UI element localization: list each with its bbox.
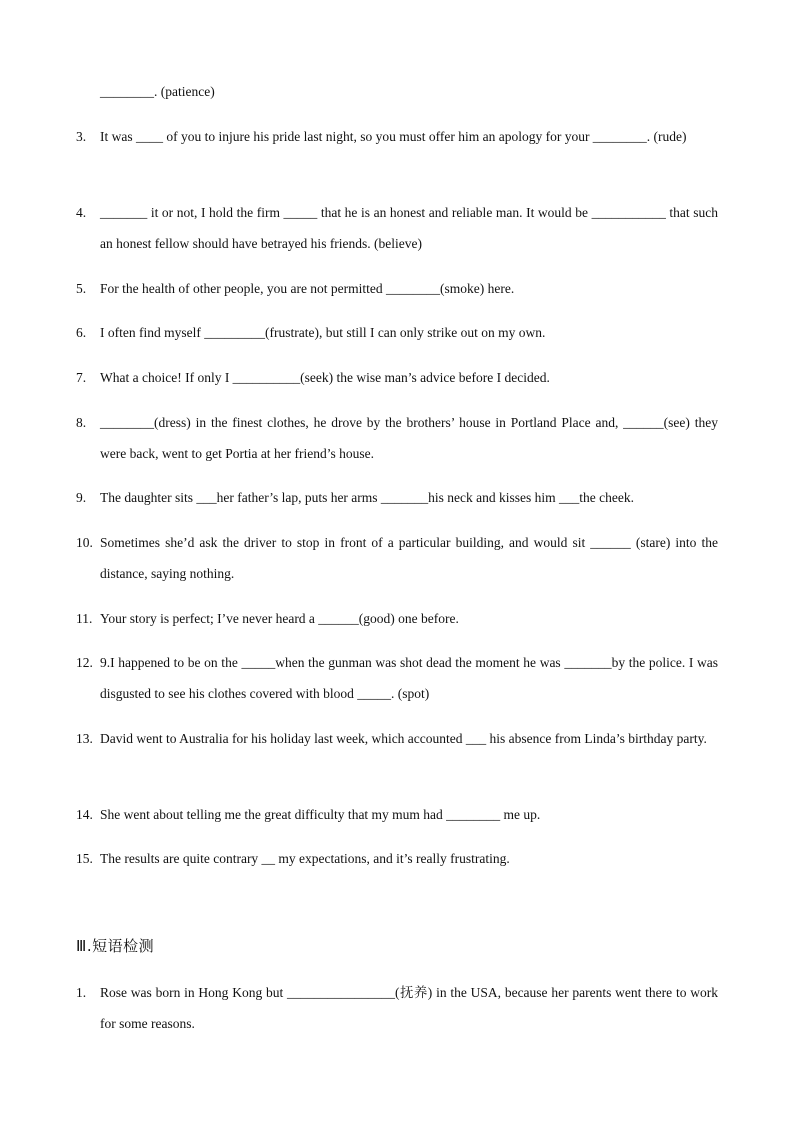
item-number: 15. [76,851,93,866]
exercise-item-13 [76,723,718,754]
exercise-item-7 [76,362,718,393]
item-text: David went to Australia for his holiday last week, which accounted ___ his absence from Linda’s birthday party. [100,731,707,746]
item-number: 12. [76,655,93,670]
phrase-item-1 [76,977,718,1039]
exercise-item-10 [76,527,718,589]
exercise-item-3 [76,121,718,152]
exercise-item-5 [76,273,718,304]
item-text: ________(dress) in the finest clothes, he drove by the brothers’ house in Portland Place and, ______(see) they were back, went to get Portia at her friend’s house. [100,415,718,461]
exercise-item-8 [76,407,718,469]
exercise-item-14 [76,799,718,830]
item-text: The daughter sits ___her father’s lap, puts her arms _______his neck and kisses him ___the cheek. [100,490,635,505]
item-number: 11. [76,611,93,626]
item-number: 9. [76,490,87,505]
item-text: What a choice! If only I __________(seek) the wise man’s advice before I decided. [100,370,550,385]
item-number: 14. [76,807,93,822]
continued-line: ________. (patience) [100,84,215,99]
item-text: The results are quite contrary __ my expectations, and it’s really frustrating. [100,851,510,866]
item-number: 6. [76,325,87,340]
item-number: 5. [76,281,87,296]
section-title-phrase-check: Ⅲ.短语检测 [76,937,155,955]
item-number: 1. [76,985,87,1000]
exercise-item-9 [76,482,718,513]
item-text: _______ it or not, I hold the firm _____ that he is an honest and reliable man. It would be ___________ that such an honest fellow should have betrayed his friends. (believe) [100,205,718,251]
item-text: 9.I happened to be on the _____when the gunman was shot dead the moment he was _______by the police. I was disgusted to see his clothes covered with blood _____. (spot) [100,655,718,701]
exercise-item-15 [76,843,718,874]
exercise-item-4 [76,197,718,259]
item-number: 7. [76,370,87,385]
item-text: For the health of other people, you are not permitted ________(smoke) here. [100,281,515,296]
item-number: 3. [76,129,87,144]
item-number: 10. [76,535,93,550]
item-text: Your story is perfect; I’ve never heard a ______(good) one before. [100,611,459,626]
item-number: 4. [76,205,87,220]
item-text: Sometimes she’d ask the driver to stop in front of a particular building, and would sit ______ (stare) into the distance, saying nothing. [100,535,718,581]
item-text: Rose was born in Hong Kong but ________________(抚养) in the USA, because her parents went there to work for some reasons. [100,985,718,1031]
exercise-item-11 [76,603,718,634]
item-number: 8. [76,415,87,430]
item-text: It was ____ of you to injure his pride last night, so you must offer him an apology for your ________. (rude) [100,129,687,144]
item-number: 13. [76,731,93,746]
exercise-item-12 [76,647,718,709]
item-text: She went about telling me the great difficulty that my mum had ________ me up. [100,807,541,822]
exercise-item-6 [76,317,718,348]
item-text: I often find myself _________(frustrate), but still I can only strike out on my own. [100,325,546,340]
